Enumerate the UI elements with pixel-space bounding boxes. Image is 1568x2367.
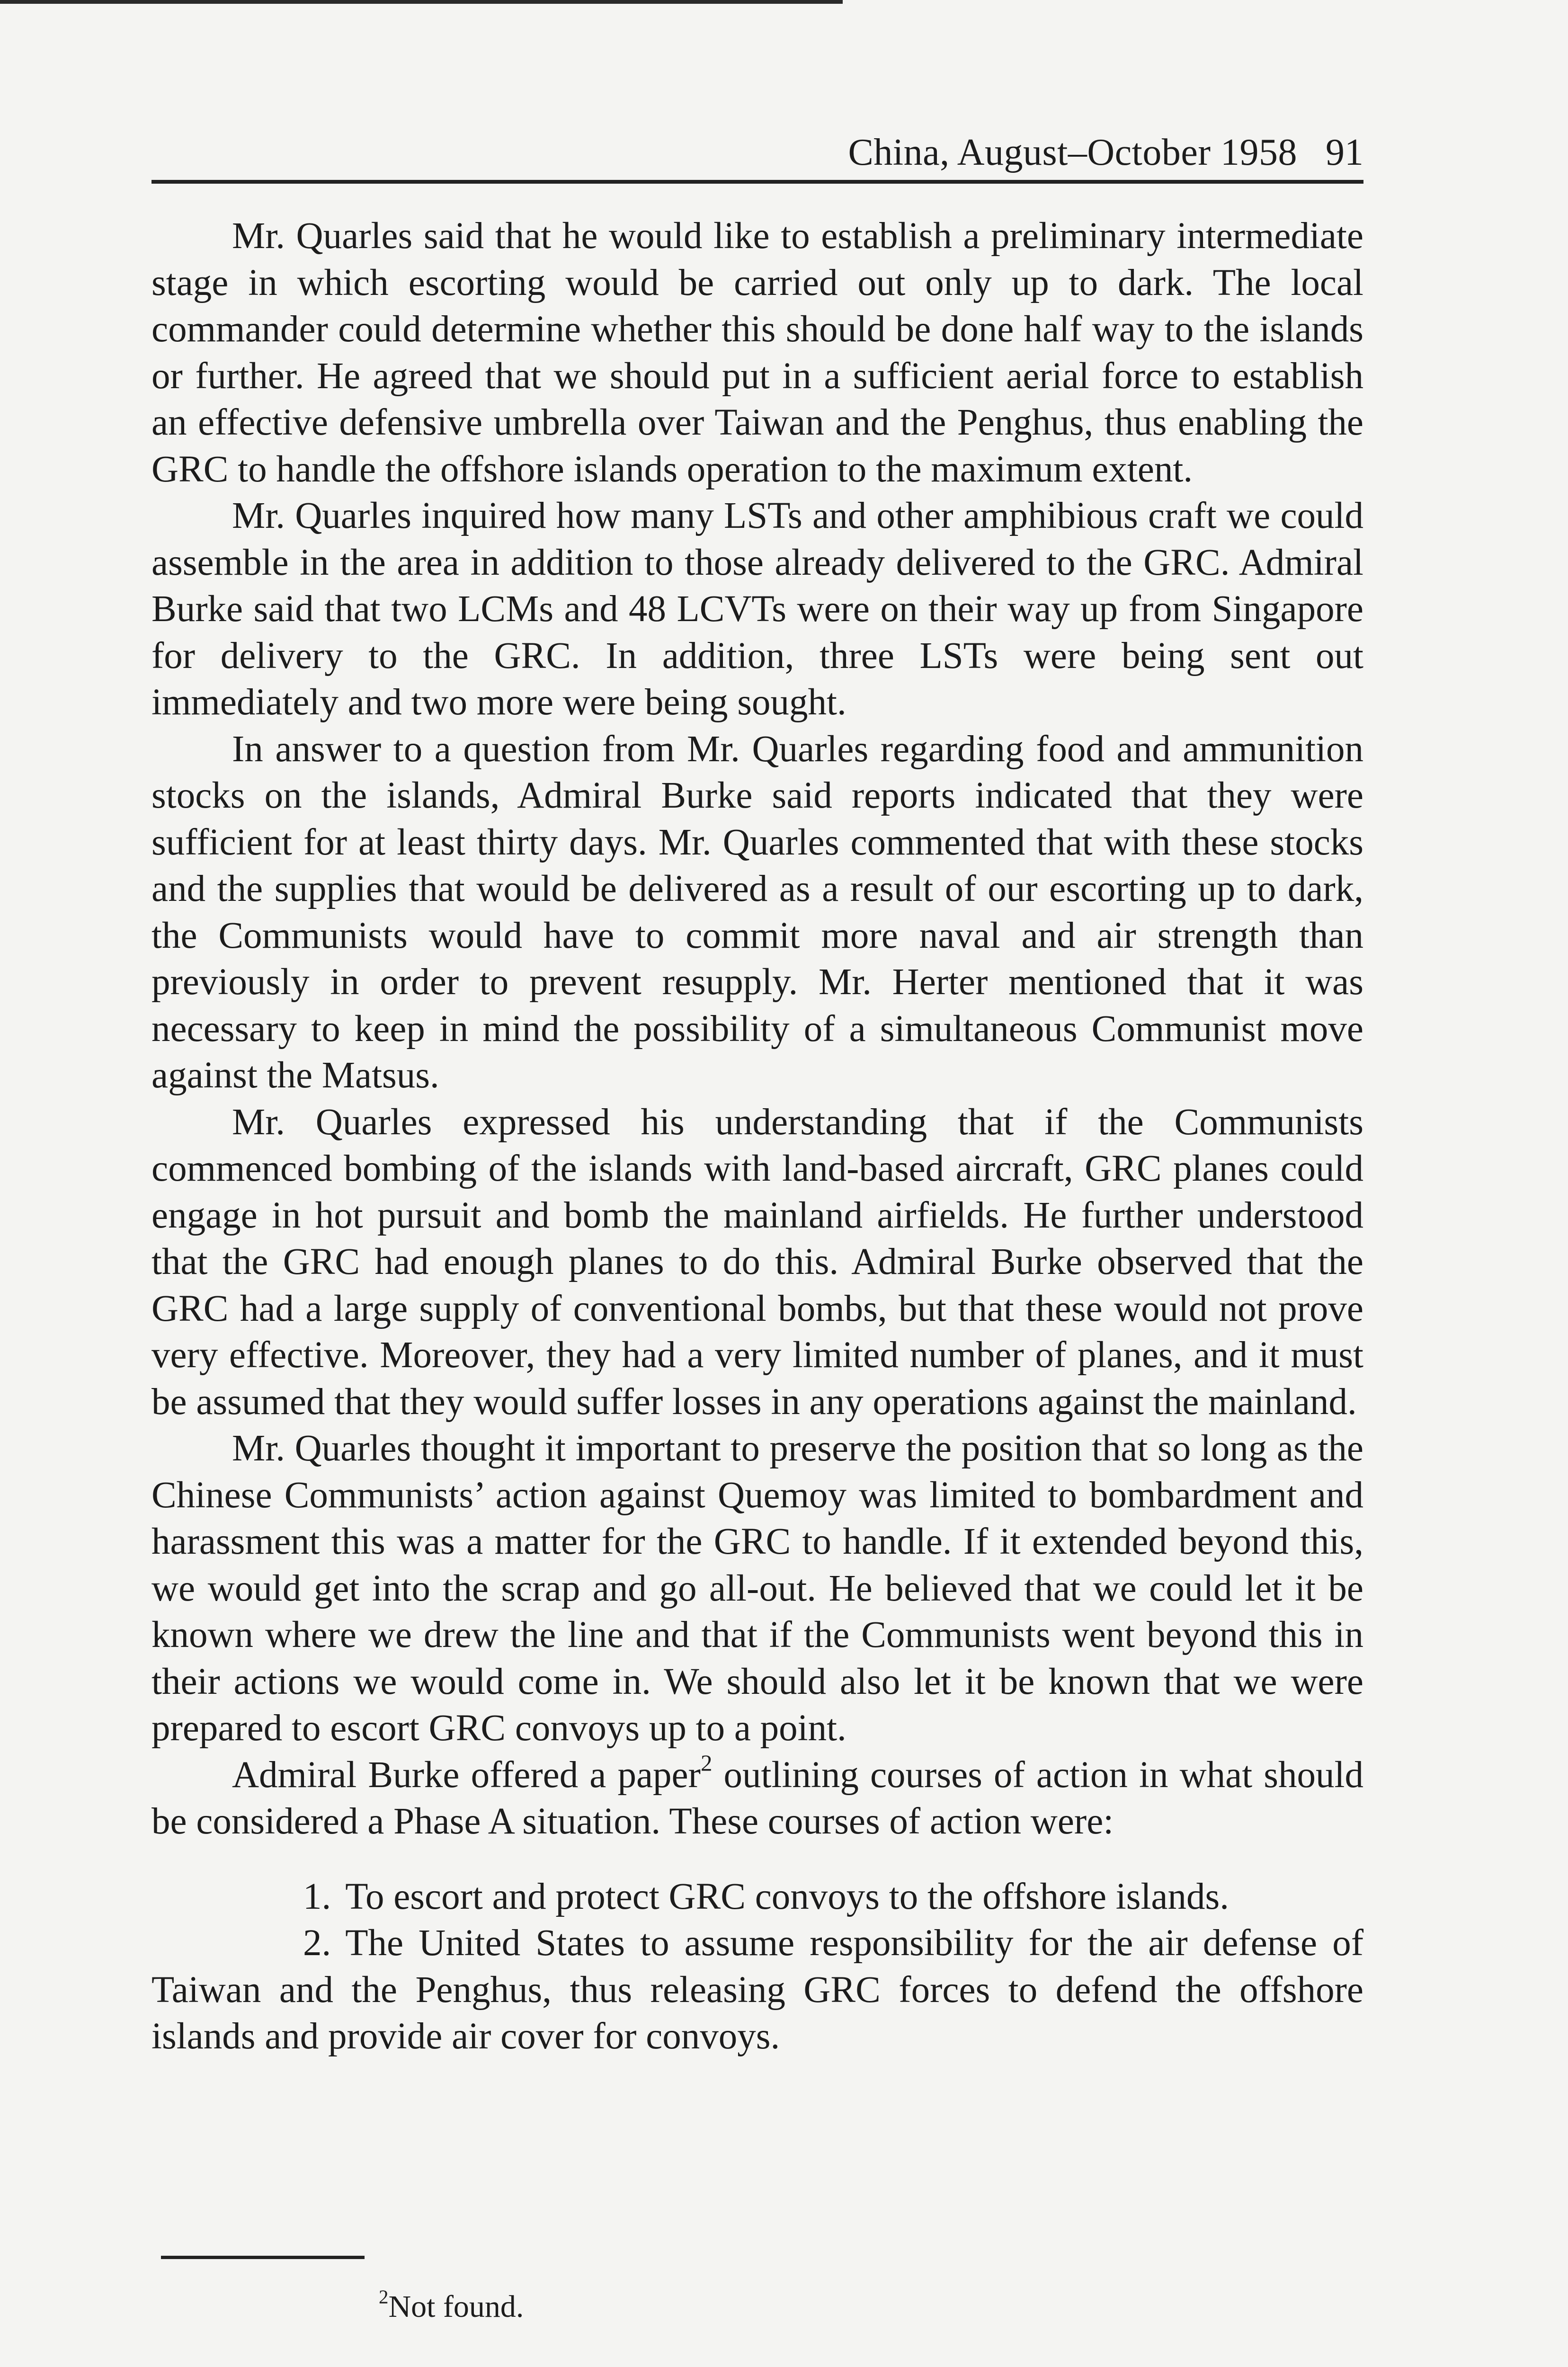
list-item-number: 1. [303,1876,331,1917]
footnote-rule [161,2256,365,2259]
page-number: 91 [1326,132,1363,173]
footnote-reference: 2 [700,1750,713,1776]
paragraph: Mr. Quarles thought it important to preserve the position that so long as the Chinese Communists’ action against Quemoy was limited to bombardment and harassment this was a matter for the GRC to handle. If it extended beyond this, we would get into the scrap and go all-out. He believed that we could let it be known where we drew the line and that if the Communists went beyond this in their actions we would come in. We should also let it be known that we were prepared to escort GRC convoys up to a point. [151,1428,1363,1749]
paragraph: Mr. Quarles said that he would like to establish a preliminary intermediate stage in which escorting would be carried out only up to dark. The local commander could determine whether this should be done half way to the islands or further. He agreed that we should put in a sufficient aerial force to establish an effective defensive umbrella over Taiwan and the Penghus, thus enabling the GRC to handle the offshore islands operation to the maximum extent. [151,215,1363,490]
list-item-number: 2. [303,1922,331,1964]
list-item-text: To escort and protect GRC convoys to the offshore islands. [345,1876,1229,1917]
paragraph: Mr. Quarles expressed his understanding that if the Communists commenced bombing of the islands with land-based aircraft, GRC planes could engage in hot pursuit and bomb the mainland airfields. He further understood that the GRC had enough planes to do this. Admiral Burke observed that the GRC had a large supply of conventional bombs, but that these would not prove very effective. Moreover, they had a very limited number of planes, and it must be assumed that they would suffer losses in any operations against the mainland. [151,1101,1363,1423]
running-head [151,118,1363,184]
courses-of-action-list [151,1874,1363,2060]
paragraph-text: Admiral Burke offered a paper [232,1754,701,1796]
list-item [151,1874,1363,1921]
footnote-marker: 2 [379,2286,389,2308]
running-head-title: China, August–October 1958 [848,132,1297,173]
footnote [379,2286,524,2324]
book-page [151,118,1363,2324]
paragraph-text: outlining courses of action in what should be considered a Phase A situation. These courses of action were: [151,1754,1363,1842]
list-item [151,1920,1363,2060]
footnote-text: Not found. [388,2289,524,2324]
paragraph: In answer to a question from Mr. Quarles regarding food and ammunition stocks on the islands, Admiral Burke said reports indicated that they were sufficient for at least thirty days. Mr. Quarles commented that with these stocks and the supplies that would be delivered as a result of our escorting up to dark, the Communists would have to commit more naval and air strength than previously in order to prevent resupply. Mr. Herter mentioned that it was necessary to keep in mind the possibility of a simultaneous Communist move against the Matsus. [151,728,1363,1096]
paragraph-with-footnote-ref [151,1752,1363,1845]
paragraph: Mr. Quarles inquired how many LSTs and other amphibious craft we could assemble in the area in addition to those already delivered to the GRC. Admiral Burke said that two LCMs and 48 LCVTs were on their way up from Singapore for delivery to the GRC. In addition, three LSTs were being sent out immediately and two more were being sought. [151,495,1363,723]
scan-top-edge [0,0,843,4]
body-text [151,213,1363,1845]
list-item-text: The United States to assume responsibility for the air defense of Taiwan and the Penghus, thus releasing GRC forces to defend the offshore islands and provide air cover for convoys. [151,1922,1363,2057]
